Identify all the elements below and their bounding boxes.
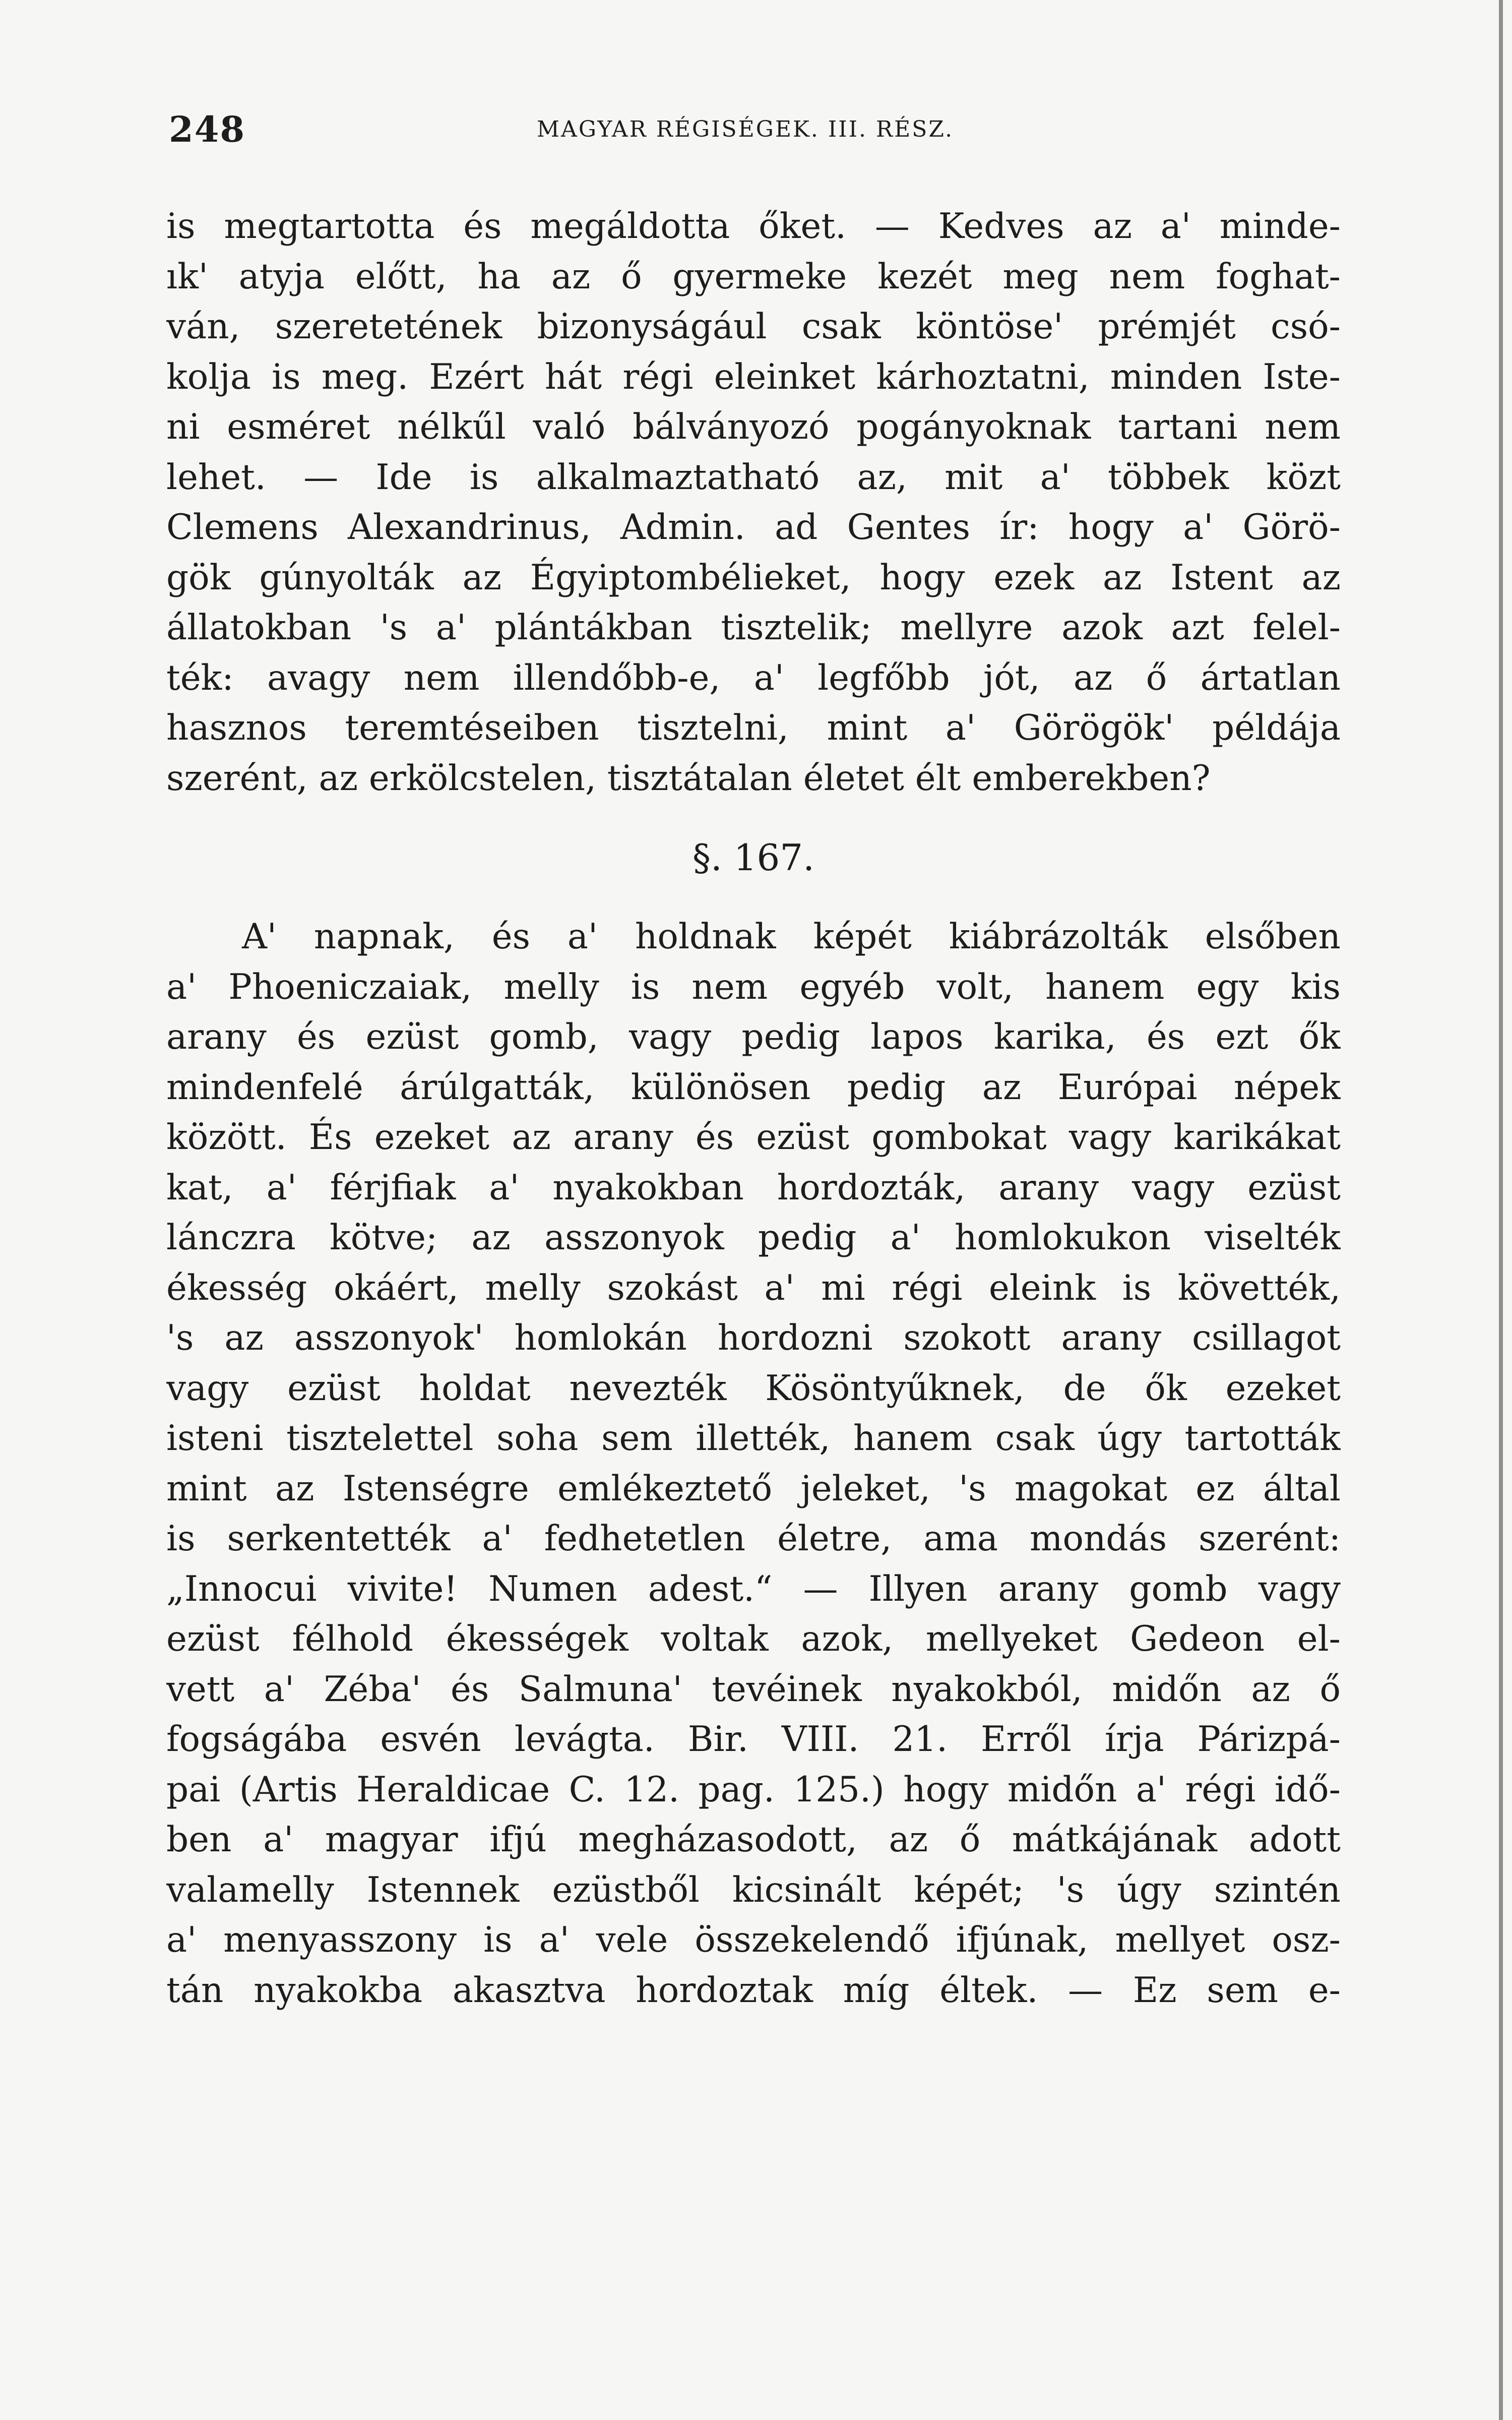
text-line: isteni tisztelettel soha sem illették, hanem csak úgy tartották [166,1418,1341,1459]
text-line: ván, szeretetének bizonyságául csak köntöse' prémjét csó- [166,307,1341,347]
text-line: arany és ezüst gomb, vagy pedig lapos karika, és ezt ők [166,1017,1341,1057]
text-line: lánczra kötve; az asszonyok pedig a' homlokukon viselték [166,1218,1341,1258]
text-line: 's az asszonyok' homlokán hordozni szokott arany csillagot [166,1318,1341,1358]
running-head [169,108,1343,149]
text-line: között. És ezeket az arany és ezüst gombokat vagy karikákat [166,1117,1341,1158]
page-edge-shadow [1499,0,1503,2420]
text-line: fogságába esvén levágta. Bir. VIII. 21. Erről írja Párizpá- [166,1719,1341,1760]
text-line: valamelly Istennek ezüstből kicsinált képét; 's úgy szintén [166,1869,1341,1910]
text-line: mint az Istenségre emlékeztető jeleket, 's magokat ez által [166,1468,1341,1509]
text-line: vagy ezüst holdat nevezték Kösöntyűknek, de ők ezeket [166,1368,1341,1409]
text-line: gök gúnyolták az Égyiptombélieket, hogy ezek az Istent az [166,557,1341,598]
text-line: is serkentették a' fedhetetlen életre, ama mondás szerént: [166,1519,1341,1559]
section-heading: §. 167. [692,836,815,879]
text-line: állatokban 's a' plántákban tisztelik; mellyre azok azt felel- [166,608,1341,648]
text-line: Clemens Alexandrinus, Admin. ad Gentes ír: hogy a' Görö- [166,507,1341,548]
text-block [166,202,1341,2016]
text-line: ték: avagy nem illendőbb-e, a' legfőbb jót, az ő ártatlan [166,657,1341,698]
text-line: „Innocui vivite! Numen adest.“ — Illyen arany gomb vagy [166,1568,1341,1609]
text-line: ni esméret nélkűl való bálványozó pogányoknak tartani nem [166,407,1341,447]
text-line: ékesség okáért, melly szokást a' mi régi eleink is követték, [166,1267,1341,1308]
running-title: MAGYAR RÉGISÉGEK. III. RÉSZ. [537,116,954,142]
text-line: szerént, az erkölcstelen, tisztátalan életet élt emberekben? [166,758,1211,799]
text-line: mindenfelé árúlgatták, különösen pedig az Európai népek [166,1067,1341,1108]
text-line: kat, a' férjfiak a' nyakokban hordozták, arany vagy ezüst [166,1167,1341,1208]
text-line: ık' atyja előtt, ha az ő gyermeke kezét meg nem foghat- [166,256,1341,297]
text-line: tán nyakokba akasztva hordoztak míg éltek. — Ez sem e- [166,1970,1341,2011]
text-line: ben a' magyar ifjú megházasodott, az ő mátkájának adott [166,1820,1341,1860]
text-line: a' menyasszony is a' vele összekelendő ifjúnak, mellyet osz- [166,1920,1341,1960]
text-line: a' Phoeniczaiak, melly is nem egyéb volt, hanem egy kis [166,966,1341,1007]
text-line: vett a' Zéba' és Salmuna' tevéinek nyakokból, midőn az ő [166,1669,1341,1710]
text-line: kolja is meg. Ezért hát régi eleinket kárhoztatni, minden Iste- [166,356,1341,397]
text-line: is megtartotta és megáldotta őket. — Kedves az a' minde- [166,206,1341,247]
text-line: ezüst félhold ékességek voltak azok, mellyeket Gedeon el- [166,1619,1341,1659]
text-line: A' napnak, és a' holdnak képét kiábrázolták elsőben [242,917,1341,957]
text-line: pai (Artis Heraldicae C. 12. pag. 125.) hogy midőn a' régi idő- [166,1769,1341,1810]
page-number: 248 [169,108,246,150]
text-line: hasznos teremtéseiben tisztelni, mint a' Görögök' példája [166,708,1341,748]
text-line: lehet. — Ide is alkalmaztatható az, mit a' többek közt [166,457,1341,498]
